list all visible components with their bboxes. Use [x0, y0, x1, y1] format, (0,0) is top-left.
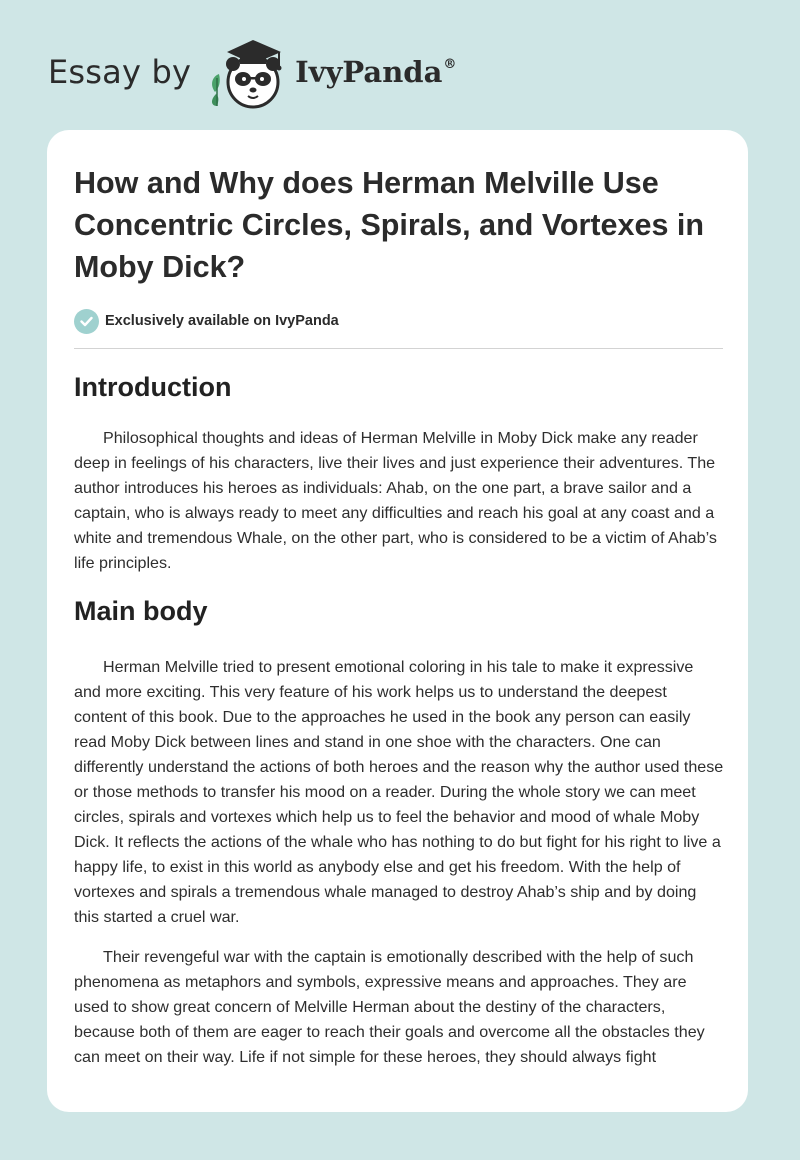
exclusive-badge [74, 308, 724, 334]
essay-content [74, 162, 724, 1070]
paragraph: Herman Melville tried to present emotional coloring in his tale to make it expressive and more exciting. This very feature of his work helps us to understand the deepest content of this book. Due to the approaches he used in the book any person can easily read Moby Dick between lines and stand in one shoe with the characters. One can differently understand the actions of both heroes and the reason why the author used these or those methods to transfer his mood on a reader. During the whole story we can meet circles, spirals and vortexes which help us to feel the behavior and mood of whale Moby Dick. It reflects the actions of the whale who has nothing to do but fight for his right to live a happy life, to exist in this world as anybody else and get his freedom. With the help of vortexes and spirals a tremendous whale managed to destroy Ahab’s ship and by doing this started a cruel war. [74, 658, 724, 926]
paragraph: Philosophical thoughts and ideas of Herman Melville in Moby Dick make any reader deep in feelings of his characters, live their lives and just experience their adventures. The author introduces his heroes as individuals: Ahab, on the one part, a brave sailor and a captain, who is always ready to meet any difficulties and reach his goal at any coast and a white and tremendous Whale, on the other part, who is considered to be a victim of Ahab’s life principles. [74, 429, 717, 572]
essay-card [47, 130, 748, 1112]
site-header [48, 34, 488, 110]
section-heading-introduction: Introduction [74, 372, 232, 402]
check-circle-icon [74, 309, 99, 334]
brand-text: IvyPanda [295, 55, 443, 89]
essay-by-label: Essay by [48, 53, 192, 91]
registered-mark: ® [443, 57, 457, 72]
essay-title: How and Why does Herman Melville Use Concentric Circles, Spirals, and Vortexes in Moby Dick? [74, 166, 704, 284]
brand-name [295, 55, 456, 89]
section-heading-main-body: Main body [74, 596, 208, 626]
paragraph: Their revengeful war with the captain is emotionally described with the help of such phenomena as metaphors and symbols, expressive means and approaches. They are used to show great concern of Melville Herman about the destiny of the characters, because both of them are eager to reach their goals and overcome all the obstacles they can meet on their way. Life if not simple for these heroes, they should always fight [74, 948, 705, 1066]
panda-graduation-cap-icon [207, 34, 289, 110]
divider [74, 348, 723, 349]
exclusive-label: Exclusively available on IvyPanda [105, 313, 339, 329]
